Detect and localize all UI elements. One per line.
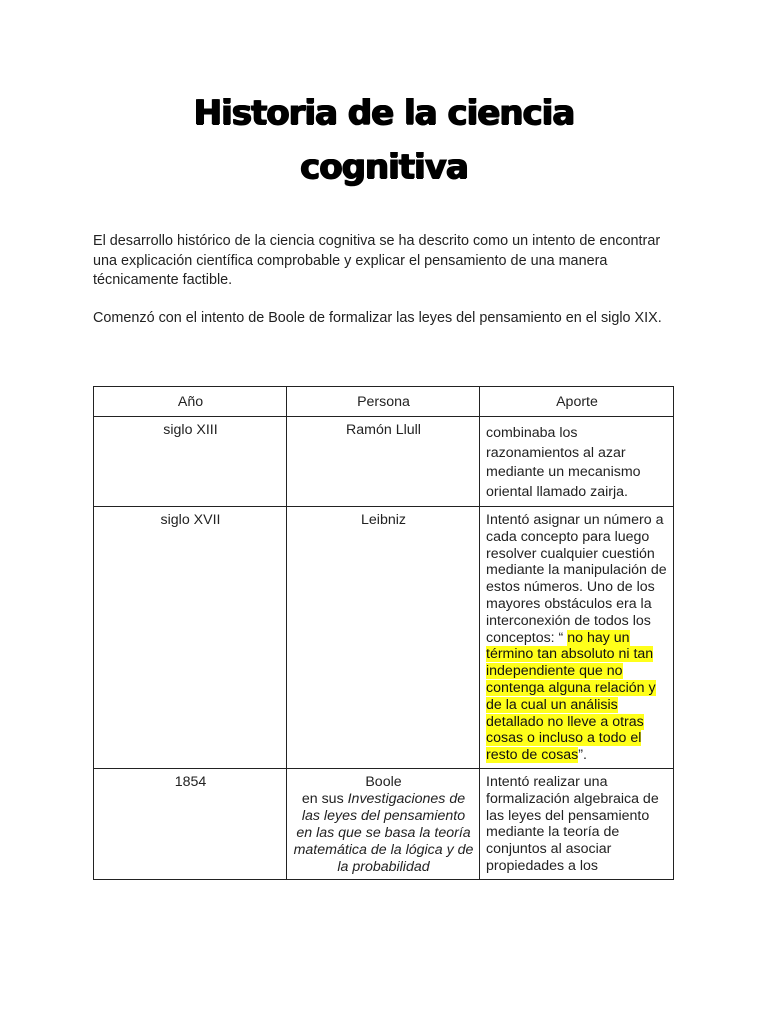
contribution-text: Intentó asignar un número a cada concepto para luego resolver cualquier cuestión mediante la manipulación de estos números. Uno de los mayores obstáculos era la interconexión de todos los conceptos: “ — [486, 512, 667, 646]
contribution-cell: combinaba los razonamientos al azar mediante un mecanismo oriental llamado zairja. — [480, 417, 674, 507]
year-cell: siglo XVII — [94, 507, 287, 769]
column-header-contribution: Aporte — [480, 387, 674, 417]
page-title — [0, 86, 768, 194]
column-header-year: Año — [94, 387, 287, 417]
highlighted-quote: no hay un término tan absoluto ni tan independiente que no contenga alguna relación y de la cual un análisis detallado no lleve a otras cosas o incluso a todo el resto de cosas — [486, 629, 656, 764]
contribution-cell — [480, 507, 674, 769]
history-table — [93, 386, 674, 880]
column-header-person: Persona — [287, 387, 480, 417]
intro-paragraph: El desarrollo histórico de la ciencia cognitiva se ha descrito como un intento de encontrar una explicación científica comprobable y explicar el pensamiento de una manera técnicamente factible. — [93, 233, 661, 288]
person-name: Boole — [365, 773, 402, 790]
page-title-line-2: cognitiva — [300, 147, 468, 187]
person-cell: Leibniz — [287, 507, 480, 769]
year-cell: siglo XIII — [94, 417, 287, 507]
person-prefix: en sus — [301, 790, 348, 807]
person-cell — [287, 768, 480, 879]
contribution-cell — [480, 768, 674, 879]
table-row — [94, 507, 674, 769]
year-cell: 1854 — [94, 768, 287, 879]
table-row — [94, 417, 674, 507]
contribution-text: Intentó realizar una formalización algebraica de las leyes del pensamiento mediante la teoría de conjuntos al asociar propiedades a los — [486, 773, 659, 874]
quote-close: ”. — [578, 747, 587, 764]
boole-paragraph: Comenzó con el intento de Boole de formalizar las leyes del pensamiento en el siglo XIX. — [93, 310, 662, 326]
table-header-row — [94, 387, 674, 417]
person-work-title: Investigaciones de las leyes del pensamiento en las que se basa la teoría matemática de la lógica y de la probabilidad — [293, 790, 474, 875]
table-row — [94, 768, 674, 879]
person-cell: Ramón Llull — [287, 417, 480, 507]
page-title-line-1: Historia de la ciencia — [193, 93, 575, 133]
